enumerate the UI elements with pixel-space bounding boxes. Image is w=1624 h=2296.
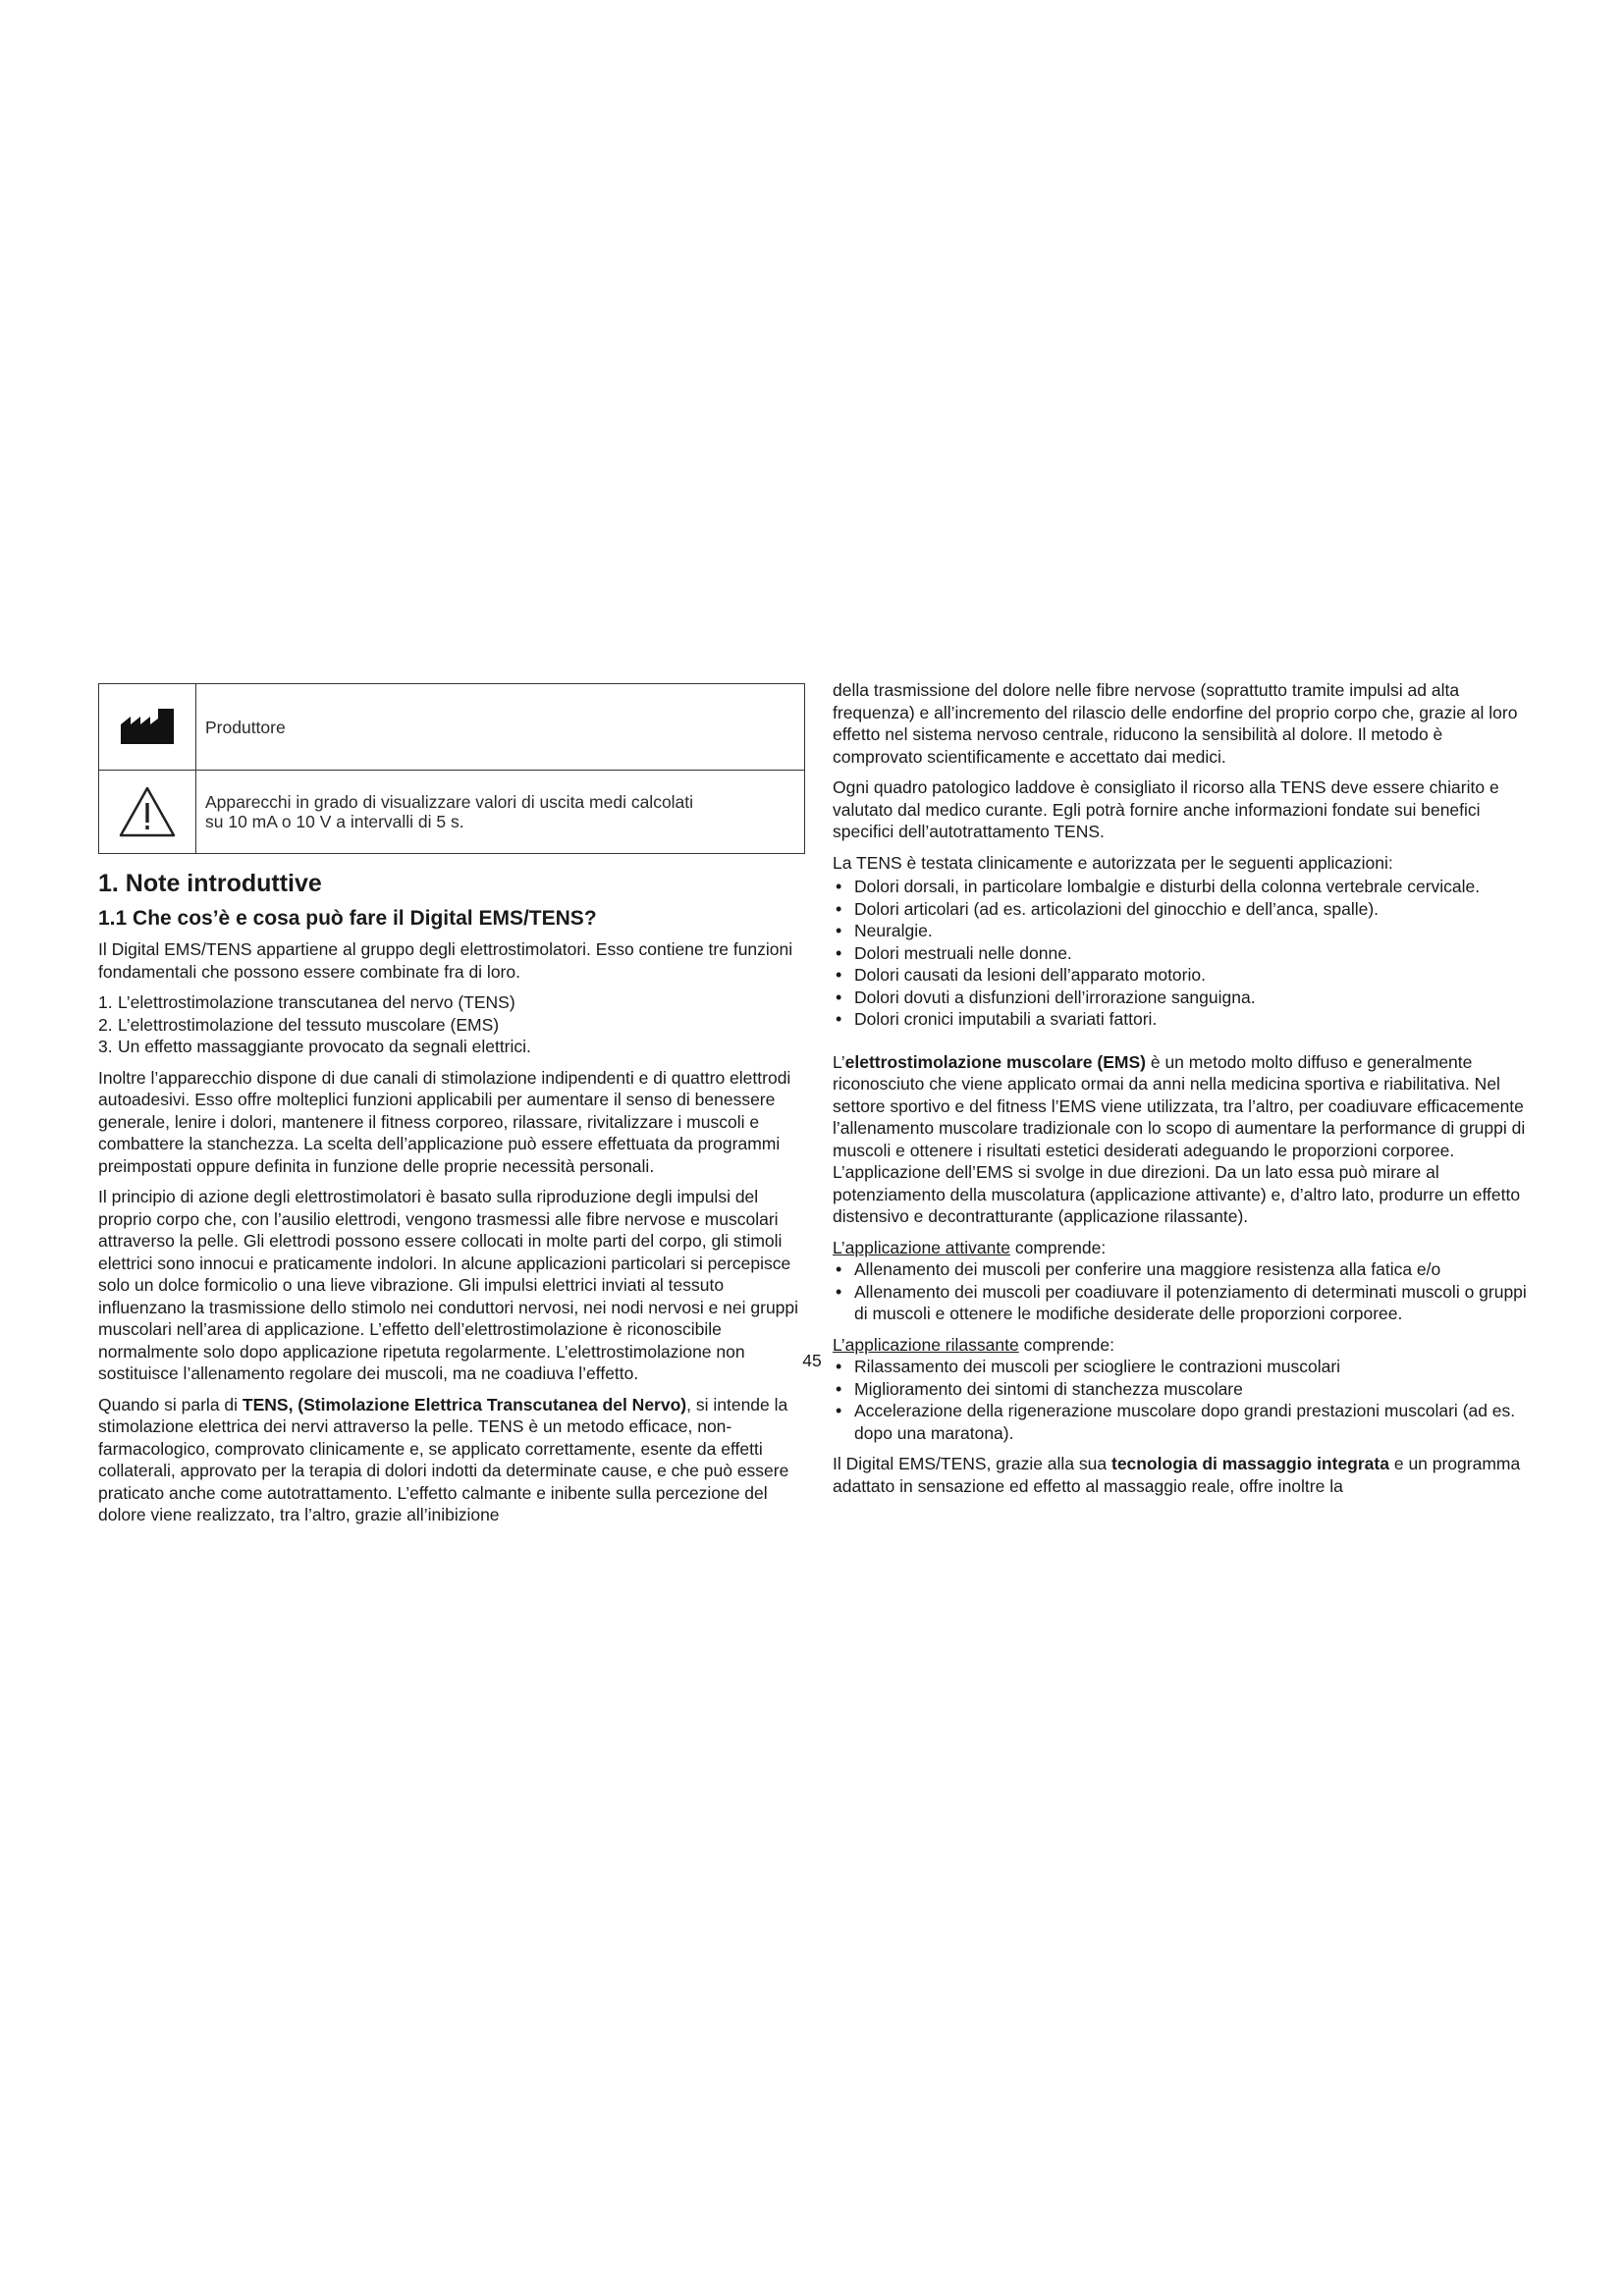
- principle-paragraph: Il principio di azione degli elettrostimolatori è basato sulla riproduzione degli impulsi del proprio corpo che, con l’ausilio elettrodi, vengono trasmessi alle fibre nervose e muscolari attraverso la pelle. Gli elettrodi possono essere collocati in molte parti del corpo, gli stimoli elettrici sono innocui e praticamente indolori. In alcune applicazioni particolari si percepisce solo un dolce formicolio o una lieve vibrazione. Gli impulsi elettrici inviati al tessuto influenzano la trasmissione dello stimolo nei conduttori nervosi, nei nodi nervosi e nei gruppi muscolari nell’area di applicazione. L’effetto dell’elettrostimolazione è riconoscibile normalmente solo dopo applicazione ripetuta regolarmente. L’elettrostimolazione non sostituisce l’allenamento regolare dei muscoli, ma ne coadiuva l’effetto.: [98, 1187, 799, 1383]
- list-item: [833, 1400, 1536, 1444]
- massage-text-pre: Il Digital EMS/TENS, grazie alla sua: [833, 1454, 1111, 1473]
- list-item-text: • Dolori dovuti a disfunzioni dell’irrorazione sanguigna.: [854, 987, 1256, 1007]
- list-item: [833, 1258, 1536, 1281]
- list-item-text: • Dolori cronici imputabili a svariati fattori.: [854, 1009, 1158, 1029]
- activating-list: [833, 1258, 1536, 1325]
- tens-applications-list: [833, 876, 1536, 1031]
- warning-icon-cell: [99, 771, 196, 854]
- warning-label-line1: Apparecchi in grado di visualizzare valori di uscita medi calcolati: [205, 792, 694, 812]
- relaxing-title-rest: comprende:: [1018, 1334, 1114, 1355]
- page-number: 45: [802, 1351, 822, 1370]
- ems-definition: elettrostimolazione muscolare (EMS): [844, 1051, 1146, 1072]
- tens-text-pre: Quando si parla di: [98, 1394, 243, 1415]
- function-text: L’elettrostimolazione del tessuto muscolare (EMS): [118, 1014, 500, 1035]
- tens-text-post: , si intende la stimolazione elettrica dei nervi attraverso la pelle. TENS è un metodo efficace, non-farmacologico, comprovato clinicamente e, se applicato correttamente, esente da effetti collaterali, approvato per la terapia di dolori indotti da determinate cause, e che può essere praticato anche come autotrattamento. L’effetto calmante e inibente sulla percezione del dolore viene realizzato, tra l’altro, grazie all’inibizione: [98, 1394, 789, 1524]
- function-item: [98, 991, 805, 1014]
- list-item-text: • Accelerazione della rigenerazione muscolare dopo grandi prestazioni muscolari (ad es. dopo una maratona).: [854, 1401, 1516, 1443]
- relaxing-title-underlined: L’applicazione rilassante: [833, 1334, 1019, 1355]
- activating-title-rest: comprende:: [1009, 1237, 1107, 1257]
- left-column: [98, 683, 805, 1535]
- list-item-text: • Miglioramento dei sintomi di stanchezza muscolare: [854, 1378, 1243, 1399]
- list-item-text: • Dolori dorsali, in particolare lombalgie e disturbi della colonna vertebrale cervicale.: [854, 877, 1481, 896]
- warning-label-line2: su 10 mA o 10 V a intervalli di 5 s.: [205, 812, 464, 831]
- list-item: [833, 1378, 1536, 1401]
- ems-paragraph: [833, 1051, 1536, 1228]
- section-subheading: 1.1 Che cos’è e cosa può fare il Digital EMS/TENS?: [98, 907, 597, 930]
- list-item: [833, 876, 1536, 898]
- functions-list: [98, 991, 805, 1058]
- list-item: [833, 964, 1536, 987]
- massage-technology: tecnologia di massaggio integrata: [1111, 1454, 1389, 1473]
- list-item: [833, 942, 1536, 965]
- tens-applications-intro: La TENS è testata clinicamente e autorizzata per le seguenti applicazioni:: [833, 852, 1393, 873]
- pain-transmission-paragraph: della trasmissione del dolore nelle fibre nervose (soprattutto tramite impulsi ad alta frequenza) e all’incremento del rilascio delle endorfine del proprio corpo che, grazie al loro effetto nel sistema nervoso centrale, riducono la sensibilità al dolore. Il metodo è comprovato scientificamente e accettato dai medici.: [833, 680, 1518, 767]
- list-item-text: • Rilassamento dei muscoli per sciogliere le contrazioni muscolari: [854, 1357, 1341, 1376]
- section-heading: 1. Note introduttive: [98, 870, 322, 897]
- function-number: 3.: [98, 1037, 113, 1056]
- warning-triangle-icon: [118, 785, 177, 838]
- function-text: Un effetto massaggiante provocato da segnali elettrici.: [118, 1037, 531, 1056]
- manufacturer-label: Produttore: [196, 684, 805, 771]
- list-item: [833, 987, 1536, 1009]
- doctor-paragraph: Ogni quadro patologico laddove è consigliato il ricorso alla TENS deve essere chiarito e valutato dal medico curante. Egli potrà fornire anche informazioni fondate sui benefici specifici dell’autotrattamento TENS.: [833, 777, 1499, 841]
- list-item: [833, 1008, 1536, 1031]
- manufacturer-icon-cell: [99, 684, 196, 771]
- function-item: [98, 1014, 805, 1037]
- factory-icon: [119, 709, 176, 746]
- list-item-text: • Allenamento dei muscoli per coadiuvare il potenziamento di determinati muscoli o gruppi di muscoli e ottenere le modifiche desiderate delle proporzioni corporee.: [854, 1281, 1527, 1323]
- list-item: [833, 898, 1536, 921]
- function-number: 1.: [98, 992, 113, 1012]
- massage-paragraph: [833, 1453, 1536, 1497]
- symbols-table: [98, 683, 805, 854]
- features-paragraph: Inoltre l’apparecchio dispone di due canali di stimolazione indipendenti e di quattro elettrodi autoadesivi. Esso offre molteplici funzioni applicabili per aumentare il senso di benessere generale, lenire i dolori, mantenere il fitness corporeo, rilassare, rivitalizzare i muscoli e combattere la stanchezza. La scelta dell’applicazione può essere effettuata da programmi preimpostati oppure definita in funzione delle proprie necessità personali.: [98, 1067, 791, 1176]
- massage-text-post: e un programma adattato in sensazione ed effetto al massaggio reale, offre inoltre la: [833, 1454, 1521, 1496]
- tens-definition: TENS, (Stimolazione Elettrica Transcutanea del Nervo): [242, 1394, 687, 1415]
- list-item-text: • Dolori articolari (ad es. articolazioni del ginocchio e dell’anca, spalle).: [854, 898, 1380, 919]
- activating-title-underlined: L’applicazione attivante: [833, 1237, 1010, 1257]
- list-item-text: • Dolori mestruali nelle donne.: [854, 942, 1072, 963]
- list-item: [833, 920, 1536, 942]
- tens-paragraph: [98, 1394, 805, 1526]
- activating-title: [833, 1237, 1536, 1259]
- intro-paragraph: Il Digital EMS/TENS appartiene al gruppo degli elettrostimolatori. Esso contiene tre funzioni fondamentali che possono essere combinate fra di loro.: [98, 939, 793, 982]
- ems-text-pre: L’: [833, 1051, 845, 1072]
- list-item-text: • Allenamento dei muscoli per conferire una maggiore resistenza alla fatica e/o: [854, 1259, 1441, 1279]
- right-column: [833, 679, 1536, 1506]
- list-item-text: • Neuralgie.: [854, 921, 933, 940]
- function-item: [98, 1036, 805, 1058]
- warning-label: [196, 771, 805, 854]
- list-item: [833, 1281, 1536, 1325]
- list-item-text: • Dolori causati da lesioni dell’apparato motorio.: [854, 965, 1206, 985]
- ems-text-post: è un metodo molto diffuso e generalmente riconosciuto che viene applicato ormai da anni nella medicina sportiva e riabilitativa. Nel settore sportivo e del fitness l’EMS viene utilizzata, tra l’altro, per coadiuvare efficacemente l’allenamento muscolare tradizionale con lo scopo di aumentare la performance di gruppi di muscoli e ottenere i risultati estetici desiderati adeguando le proporzioni corporee. L’applicazione dell’EMS si svolge in due direzioni. Da un lato essa può mirare al potenziamento della muscolatura (applicazione attivante) e, d’altro lato, produrre un effetto distensivo e decontratturante (applicazione rilassante).: [833, 1051, 1526, 1226]
- function-number: 2.: [98, 1014, 113, 1035]
- function-text: L’elettrostimolazione transcutanea del nervo (TENS): [118, 992, 515, 1012]
